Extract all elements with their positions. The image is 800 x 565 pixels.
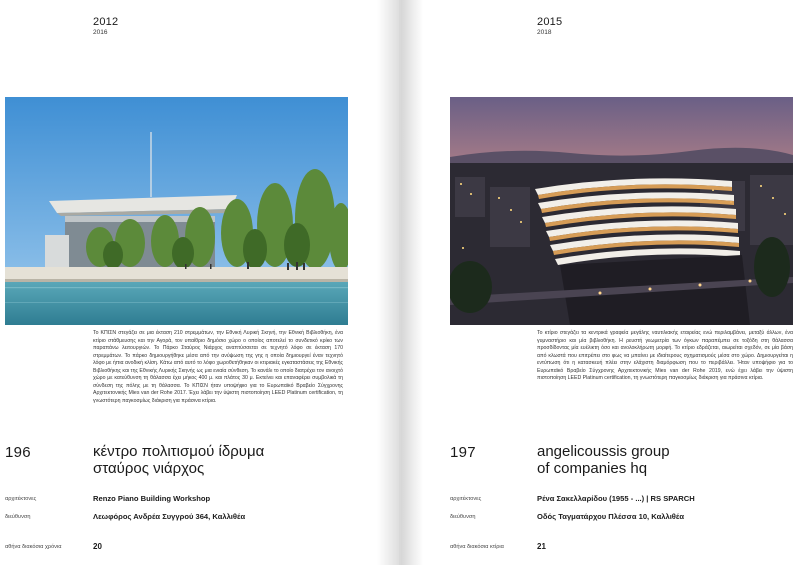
architects-value: Ρένα Σακελλαρίδου (1955 - ...) | RS SPARCH [537, 494, 695, 503]
description-text: Το κτίριο στεγάζει τα κεντρικά γραφεία μεγάλης ναυτιλιακής εταιρείας ενώ περιλαμβάνει, μεταξύ άλλων, ένα γυμναστήριο και μία βιβλιοθήκη. Η ρευστή γεωμετρία των όγκων παραπέμπει σε τοξόδη στη θάλασσα προσδίδοντας μία ευέλικτη όσο και ανολοκλήρωτη μορφή. Το κτίριο εδράζεται, αιωρείται σχεδόν, σε μία βάση από κλωστά που επιτρέπει στο φως να μπαίνει με ιδιαίτερους σχηματισμούς μέσα στο χώρο. Δημιουργείται η εντύπωση ότι η κατασκευή πλέει στην ελάχιστη διαμόρφωση που το περιβάλλει. Ήταν υποψήφιο για το Ευρωπαϊκό Βραβείο Σύγχρονης Αρχιτεκτονικής Mies van der Rohe 2019, ενώ έχει λάβει την ύψιστη πιστοποίηση LEED Platinum certification, τη γνωστότερη παγκοσμίως διάκριση για πράσινα κτίρια. [537, 330, 793, 381]
architects-label: αρχιτέκτονες [5, 496, 37, 502]
entry-title-line-2: of companies hq [537, 460, 648, 477]
address-label: διεύθυνση [5, 514, 31, 520]
architects-label: αρχιτέκτονες [450, 496, 482, 502]
entry-title-line-1: κέντρο πολιτισμού ίδρυμα [93, 443, 265, 460]
gutter-shadow [377, 0, 399, 565]
entry-number: 197 [450, 444, 476, 461]
left-page [0, 0, 399, 565]
start-year: 2012 [93, 16, 119, 28]
right-page [401, 0, 800, 565]
address-value: Οδός Ταγματάρχου Πλέσσα 10, Καλλιθέα [537, 512, 684, 521]
entry-title [93, 443, 383, 477]
snfcc-building-photo [5, 97, 348, 325]
entry-title-line-2: σταύρος νιάρχος [93, 460, 205, 477]
end-year: 2016 [93, 29, 108, 36]
entry-number: 196 [5, 444, 31, 461]
address-label: διεύθυνση [450, 514, 476, 520]
address-value: Λεωφόρος Ανδρέα Συγγρού 364, Καλλιθέα [93, 512, 246, 521]
entry-title [537, 443, 787, 477]
page-number: 21 [537, 542, 546, 551]
start-year: 2015 [537, 16, 563, 28]
footer-text: αθήνα διακόσια κτίρια [450, 544, 504, 550]
end-year: 2018 [537, 29, 552, 36]
page-number: 20 [93, 542, 102, 551]
architects-value: Renzo Piano Building Workshop [93, 494, 211, 503]
angelicoussis-hq-photo [450, 97, 793, 325]
description-text: Το ΚΠΙΣΝ στεγάζει σε μια έκταση 210 στρεμμάτων, την Εθνική Λυρική Σκηνή, την Εθνική Βιβλιοθήκη, ένα κτίριο στάθμευσης και την Αγορά, τον υπαίθριο δημόσιο χώρο ο οποίος αποτελεί το συνδετικό κρίκο των παραπάνω λειτουργιών. Το Πάρκο Σταύρος Νιάρχος αναπτύσσεται σε τεχνητό λόφο σε έκταση 170 στρεμμάτων. Το πάρκο δημιουργήθηκε μέσα από την ανύψωση της γης η οποία δημιουργεί έναν τεχνητό λόφο με ήπια ανοδική κλίση. Κάτω από αυτό το λόφο χωροθετήθηκαν οι κτιριακές εγκαταστάσεις της Εθνικής Βιβλιοθήκης και της Εθνικής Λυρικής Σκηνής ως μια ενιαία σύνθεση. Το κανάλι το οποίο διατρέχει τον ανοιχτό χώρο με κατεύθυνση τη θάλασσα έχει μήκος 400 μ. και πλάτος 30 μ. Εκτείνει και επαναφέρει συμβολικά τη σύνδεση της πόλης με τη θάλασσα. Το ΚΠΙΣΝ ήταν υποψήφιο για το Ευρωπαϊκό Βραβείο Σύγχρονης Αρχιτεκτονικής Mies van der Rohe 2017. Έχει λάβει την ύψιστη πιστοποίηση LEED Platinum certification, τη γνωστότερη παγκοσμίως διάκριση για πράσινα κτίρια. [93, 330, 343, 404]
entry-title-line-1: angelicoussis group [537, 443, 670, 460]
gutter-shadow [401, 0, 423, 565]
footer-text: αθήνα διακόσια χρόνια [5, 544, 62, 550]
